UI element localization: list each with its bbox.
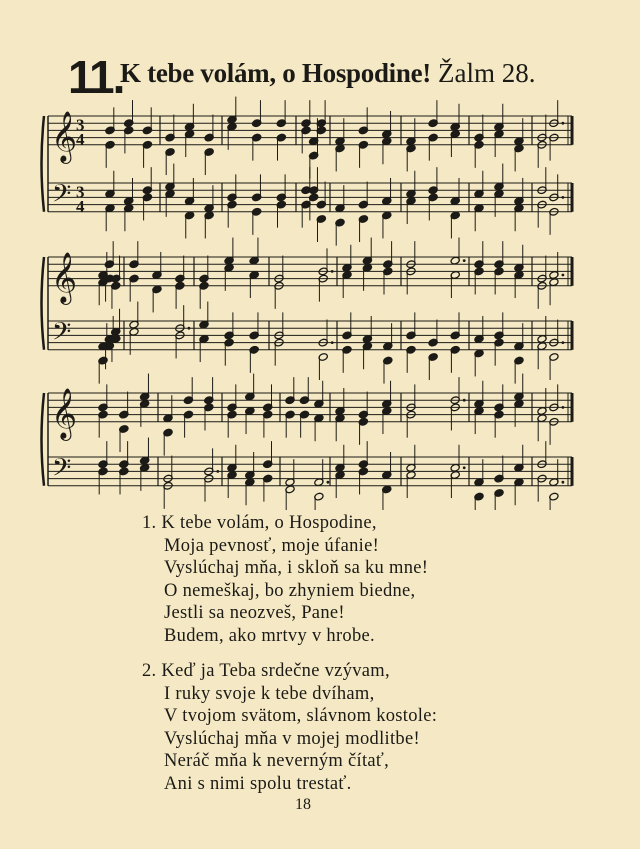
verse-text: Vyslúchaj mňa, i skloň sa ku mne!	[164, 558, 429, 578]
time-signature-top: 3	[76, 115, 85, 135]
note-dot	[463, 466, 466, 469]
note-dot	[562, 274, 565, 277]
verse-line	[142, 580, 428, 603]
hymn-title: K tebe volám, o Hospodine!	[120, 58, 431, 88]
verse-line	[142, 660, 437, 683]
page-number: 18	[295, 796, 311, 813]
verse-text: O nemeškaj, bo zhyniem biedne,	[164, 580, 416, 601]
verse-line	[142, 728, 437, 751]
verse-number: 2.	[142, 661, 162, 681]
note-dot	[562, 196, 565, 199]
time-signature-bottom: 4	[76, 129, 85, 149]
system-brace	[42, 257, 45, 350]
note-dot	[562, 406, 565, 409]
verse-line	[142, 535, 428, 558]
note-dot	[188, 327, 191, 330]
note-dot	[463, 399, 466, 402]
note-dot	[463, 259, 466, 262]
hymn-number: 11.	[68, 51, 124, 103]
verse-text: K tebe volám, o Hospodine,	[161, 513, 377, 533]
verse-text: Keď ja Teba srdečne vzývam,	[161, 661, 390, 681]
verse-2	[142, 660, 437, 795]
note-dot	[331, 341, 334, 344]
verse-text: V tvojom svätom, slávnom kostole:	[164, 706, 438, 726]
verse-text: Budem, ako mrtvy v hrobe.	[164, 625, 375, 646]
verse-text: I ruky svoje k tebe dvíham,	[164, 683, 375, 704]
time-signature-bottom: 4	[76, 196, 85, 216]
note-dot	[562, 341, 565, 344]
verse-line	[142, 512, 428, 535]
bass-clef-icon: 𝄢	[52, 179, 72, 215]
note-dot	[562, 122, 565, 125]
note-dot	[327, 481, 330, 484]
note-dot	[331, 270, 334, 273]
psalm-reference: Žalm 28.	[438, 58, 536, 88]
bass-clef-icon: 𝄢	[52, 453, 72, 489]
treble-clef-icon: 𝄞	[51, 251, 78, 303]
verse-line	[142, 773, 437, 796]
verse-text: Ani s nimi spolu trestať.	[164, 773, 352, 794]
system-brace	[42, 393, 45, 486]
verse-1	[142, 512, 428, 647]
verse-line	[142, 683, 437, 706]
verse-text: Neráč mňa k neverným čítať,	[164, 751, 390, 771]
treble-clef-icon: 𝄞	[51, 110, 78, 162]
system-brace	[42, 116, 45, 212]
verse-number: 1.	[142, 513, 162, 533]
treble-clef-icon: 𝄞	[51, 387, 78, 439]
verse-line	[142, 750, 437, 773]
note-dot	[216, 470, 219, 473]
verse-text: Jestli sa neozveš, Pane!	[164, 603, 345, 623]
verse-line	[142, 625, 428, 648]
verse-text: Moja pevnosť, moje úfanie!	[164, 535, 380, 556]
bass-clef-icon: 𝄢	[52, 317, 72, 353]
verse-line	[142, 602, 428, 625]
verse-line	[142, 705, 437, 728]
verse-text: Vyslúchaj mňa v mojej modlitbe!	[164, 728, 420, 749]
verse-line	[142, 557, 428, 580]
time-signature-top: 3	[76, 182, 85, 202]
note-dot	[562, 481, 565, 484]
